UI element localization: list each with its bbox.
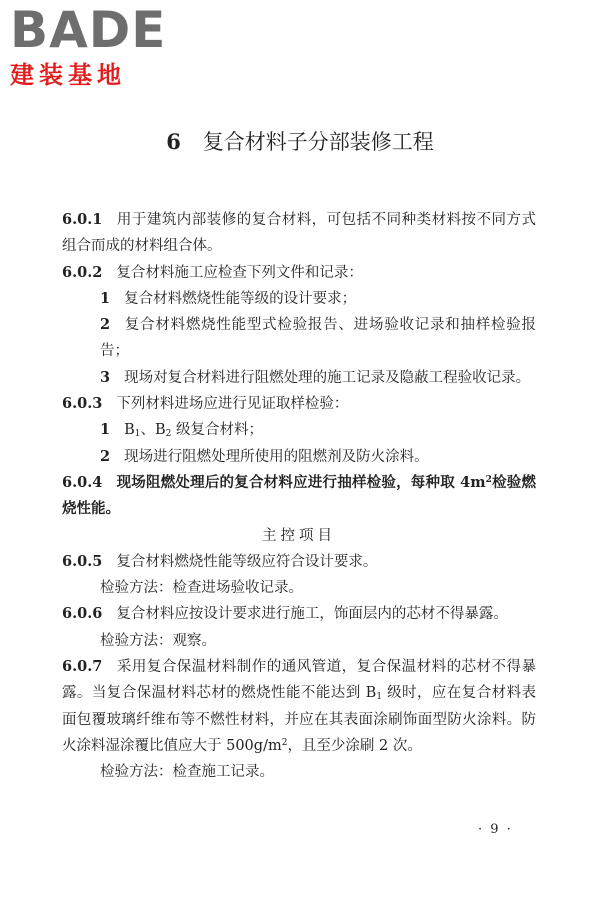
clause-text: 复合材料施工应检查下列文件和记录： (116, 264, 363, 281)
item-text: 现场进行阻燃处理所使用的阻燃剂及防火涂料。 (124, 448, 429, 465)
logo (10, 1, 180, 90)
clause-number: 6.0.7 (62, 658, 103, 676)
section-heading: 主控项目 (262, 527, 336, 544)
chapter-number: 6 (166, 129, 181, 154)
item-number: 3 (100, 368, 111, 386)
clause-6-0-2 (62, 260, 536, 286)
clause-number: 6.0.4 (62, 473, 103, 491)
clause-text: 复合材料应按设计要求进行施工，饰面层内的芯材不得暴露。 (116, 606, 508, 623)
document-body (62, 207, 536, 786)
inspection-method: 检验方法：检查进场验收记录。 (100, 580, 303, 597)
clause-6-0-5 (62, 549, 536, 575)
clause-number: 6.0.1 (62, 211, 103, 228)
item-text: $B_1$、$B_2$ 级复合材料； (124, 422, 263, 440)
chapter-title (0, 128, 600, 156)
item-number: 2 (100, 316, 111, 334)
clause-number: 6.0.3 (62, 395, 103, 413)
chapter-title-text: 复合材料子分部装修工程 (202, 130, 434, 154)
clause-number: 6.0.2 (62, 263, 103, 281)
clause-6-0-7 (62, 654, 536, 759)
inspection-method: 检验方法：检查施工记录。 (100, 764, 274, 781)
clause-6-0-1 (62, 207, 536, 260)
page-number: · 9 · (478, 822, 513, 837)
item-number: 1 (100, 289, 111, 307)
clause-number: 6.0.6 (62, 605, 103, 623)
clause-text: 现场阻燃处理后的复合材料应进行抽样检验，每种取 $4m^2$检验燃烧性能。 (62, 473, 537, 518)
item-text: 复合材料燃烧性能型式检验报告、进场验收记录和抽样检验报告； (100, 317, 536, 360)
list-item (62, 312, 536, 365)
clause-text: 采用复合保温材料制作的通风管道，复合保温材料的芯材不得暴露。当复合保温材料芯材的燃烧性能不能达到 $B_1$ 级时，应在复合材料表面包覆玻璃纤维布等不燃性材料，并应在其表面涂刷饰面型防火涂料。防火涂料湿涂覆比值应大于 $500g/m^2$，且至少涂刷 2 次。 (62, 659, 537, 754)
logo-subtitle: 建装基地 (10, 61, 126, 89)
clause-number: 6.0.5 (62, 552, 103, 570)
list-item (62, 444, 536, 470)
item-number: 1 (100, 421, 111, 439)
clause-text: 用于建筑内部装修的复合材料，可包括不同种类材料按不同方式组合而成的材料组合体。 (62, 212, 536, 255)
clause-6-0-6 (62, 601, 536, 627)
item-number: 2 (100, 447, 111, 465)
clause-6-0-3 (62, 391, 536, 417)
inspection-method: 检验方法：观察。 (100, 632, 216, 649)
clause-text: 下列材料进场应进行见证取样检验： (116, 396, 349, 413)
clause-6-0-4 (62, 470, 536, 523)
list-item (62, 417, 536, 443)
item-text: 现场对复合材料进行阻燃处理的施工记录及隐蔽工程验收记录。 (124, 369, 531, 386)
list-item (62, 365, 536, 391)
list-item (62, 286, 536, 312)
item-text: 复合材料燃烧性能等级的设计要求； (124, 290, 357, 307)
clause-text: 复合材料燃烧性能等级应符合设计要求。 (116, 553, 378, 570)
logo-brand: BADE (10, 1, 167, 59)
